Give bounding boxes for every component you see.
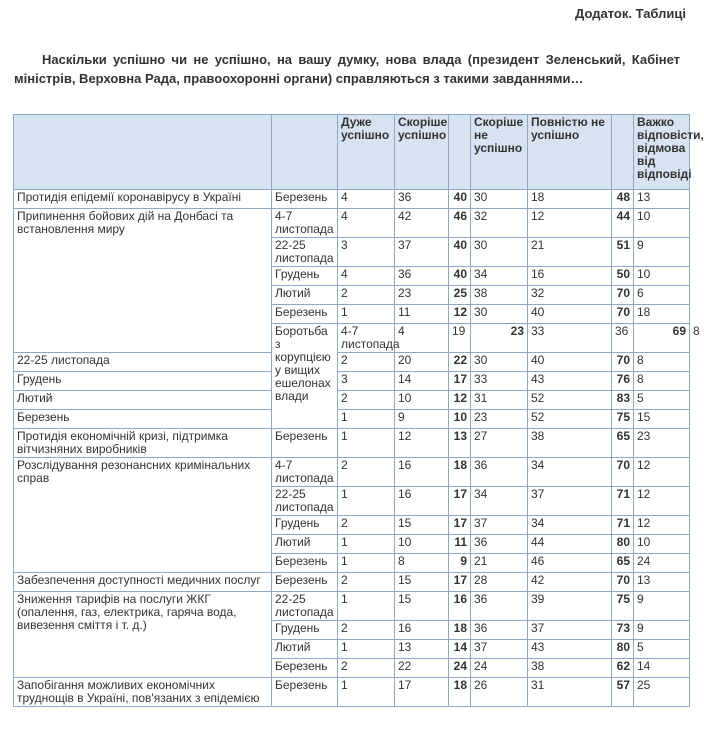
value-cell: 10	[634, 209, 690, 238]
value-cell: 18	[528, 190, 612, 209]
value-cell: 8	[395, 554, 449, 573]
value-cell: 30	[471, 190, 528, 209]
value-cell: 36	[471, 458, 528, 487]
value-cell: 34	[528, 516, 612, 535]
value-cell: 16	[395, 487, 449, 516]
total-value-cell: 71	[612, 516, 634, 535]
value-cell: 12	[395, 429, 449, 458]
total-value-cell: 83	[612, 391, 634, 410]
value-cell: 12	[528, 209, 612, 238]
total-value-cell: 18	[449, 678, 471, 707]
value-cell: 10	[395, 391, 449, 410]
total-value-cell: 80	[612, 640, 634, 659]
value-cell: 2	[338, 573, 395, 592]
value-cell: 1	[338, 592, 395, 621]
value-cell: 34	[471, 267, 528, 286]
period-cell: Березень	[272, 305, 338, 324]
value-cell: 27	[471, 429, 528, 458]
period-cell: Березень	[272, 659, 338, 678]
column-header	[449, 115, 471, 190]
table-row	[14, 678, 690, 707]
table-row	[14, 410, 690, 429]
value-cell: 9	[634, 621, 690, 640]
table-row	[14, 190, 690, 209]
value-cell: 3	[338, 238, 395, 267]
value-cell: 37	[528, 487, 612, 516]
value-cell: 36	[471, 592, 528, 621]
period-cell: Лютий	[272, 535, 338, 554]
value-cell: 12	[634, 487, 690, 516]
value-cell: 43	[528, 640, 612, 659]
value-cell: 40	[528, 305, 612, 324]
total-value-cell: 12	[449, 305, 471, 324]
value-cell: 2	[338, 458, 395, 487]
value-cell: 30	[471, 238, 528, 267]
total-value-cell: 70	[612, 353, 634, 372]
value-cell: 11	[395, 305, 449, 324]
total-value-cell: 40	[449, 238, 471, 267]
value-cell: 24	[634, 554, 690, 573]
value-cell: 14	[395, 372, 449, 391]
period-cell: Грудень	[272, 621, 338, 640]
table-row	[14, 429, 690, 458]
total-value-cell: 23	[471, 324, 528, 353]
value-cell: 32	[528, 286, 612, 305]
value-cell: 36	[395, 190, 449, 209]
value-cell: 9	[634, 592, 690, 621]
value-cell: 33	[471, 372, 528, 391]
value-cell: 36	[395, 267, 449, 286]
total-value-cell: 50	[612, 267, 634, 286]
value-cell: 16	[395, 621, 449, 640]
total-value-cell: 70	[612, 286, 634, 305]
total-value-cell: 76	[612, 372, 634, 391]
table-row: Боротьба з корупцією у вищих ешелонах влади 4-7 листопада 4 19 23 33 36 69 8	[14, 324, 690, 353]
total-value-cell: 17	[449, 516, 471, 535]
value-cell: 1	[338, 554, 395, 573]
period-cell: 4-7 листопада	[272, 209, 338, 238]
value-cell: 34	[471, 487, 528, 516]
value-cell: 4	[338, 209, 395, 238]
value-cell: 15	[395, 573, 449, 592]
period-cell: 22-25 листопада	[272, 592, 338, 621]
value-cell: 3	[338, 372, 395, 391]
value-cell: 30	[471, 305, 528, 324]
total-value-cell: 51	[612, 238, 634, 267]
value-cell: 21	[528, 238, 612, 267]
value-cell: 13	[634, 190, 690, 209]
value-cell: 16	[395, 458, 449, 487]
value-cell: 30	[471, 353, 528, 372]
table-row	[14, 592, 690, 621]
value-cell: 15	[634, 410, 690, 429]
total-value-cell: 16	[449, 592, 471, 621]
column-header: Дуже успішно	[338, 115, 395, 190]
task-cell: Забезпечення доступності медичних послуг	[14, 573, 272, 592]
table-row	[14, 353, 690, 372]
value-cell: 12	[634, 516, 690, 535]
value-cell: 36	[471, 535, 528, 554]
value-cell: 10	[634, 535, 690, 554]
period-cell: Лютий	[272, 286, 338, 305]
value-cell: 13	[395, 640, 449, 659]
total-value-cell: 44	[612, 209, 634, 238]
total-value-cell: 17	[449, 372, 471, 391]
value-cell: 2	[338, 516, 395, 535]
total-value-cell: 70	[612, 458, 634, 487]
task-cell: Боротьба з корупцією у вищих ешелонах влади	[272, 324, 338, 429]
value-cell: 9	[634, 238, 690, 267]
value-cell: 8	[634, 372, 690, 391]
value-cell: 6	[634, 286, 690, 305]
total-value-cell: 24	[449, 659, 471, 678]
period-cell: Березень	[272, 678, 338, 707]
period-cell: Березень	[14, 410, 272, 429]
period-cell: Грудень	[272, 267, 338, 286]
value-cell: 24	[471, 659, 528, 678]
column-header: Скоріше успішно	[395, 115, 449, 190]
task-cell: Розслідування резонансних кримінальних справ	[14, 458, 272, 573]
value-cell: 23	[395, 286, 449, 305]
total-value-cell: 57	[612, 678, 634, 707]
table-row	[14, 372, 690, 391]
value-cell: 52	[528, 391, 612, 410]
total-value-cell: 65	[612, 429, 634, 458]
table-row	[14, 209, 690, 238]
total-value-cell: 10	[449, 410, 471, 429]
total-value-cell: 69	[634, 324, 690, 353]
question-text	[14, 50, 680, 88]
total-value-cell: 11	[449, 535, 471, 554]
value-cell: 1	[338, 487, 395, 516]
value-cell: 2	[338, 286, 395, 305]
period-cell: Березень	[272, 573, 338, 592]
period-cell: Березень	[272, 429, 338, 458]
table-header-row	[14, 115, 690, 190]
total-value-cell: 71	[612, 487, 634, 516]
period-cell: 22-25 листопада	[14, 353, 272, 372]
total-value-cell: 65	[612, 554, 634, 573]
value-cell: 4	[395, 324, 449, 353]
value-cell: 5	[634, 391, 690, 410]
value-cell: 37	[471, 640, 528, 659]
total-value-cell: 80	[612, 535, 634, 554]
value-cell: 43	[528, 372, 612, 391]
value-cell: 19	[449, 324, 471, 353]
period-cell: 4-7 листопада	[272, 458, 338, 487]
total-value-cell: 18	[449, 458, 471, 487]
value-cell: 26	[471, 678, 528, 707]
value-cell: 38	[471, 286, 528, 305]
period-cell: 22-25 листопада	[272, 487, 338, 516]
column-header	[612, 115, 634, 190]
column-header: Повністю не успішно	[528, 115, 612, 190]
results-table	[13, 114, 704, 707]
period-cell: 4-7 листопада	[338, 324, 395, 353]
value-cell: 4	[338, 267, 395, 286]
total-value-cell: 40	[449, 267, 471, 286]
value-cell: 2	[338, 391, 395, 410]
column-header: Важко відповісти, відмова від відповіді	[634, 115, 690, 190]
value-cell: 31	[528, 678, 612, 707]
value-cell: 37	[528, 621, 612, 640]
table-row	[14, 391, 690, 410]
value-cell: 40	[528, 353, 612, 372]
total-value-cell: 70	[612, 305, 634, 324]
value-cell: 2	[338, 621, 395, 640]
value-cell: 22	[395, 659, 449, 678]
task-cell: Припинення бойових дій на Донбасі та встановлення миру	[14, 209, 272, 353]
value-cell: 42	[395, 209, 449, 238]
value-cell: 20	[395, 353, 449, 372]
value-cell: 2	[338, 659, 395, 678]
value-cell: 21	[471, 554, 528, 573]
total-value-cell: 17	[449, 573, 471, 592]
value-cell: 12	[634, 458, 690, 487]
total-value-cell: 9	[449, 554, 471, 573]
value-cell: 28	[471, 573, 528, 592]
value-cell: 37	[395, 238, 449, 267]
table-row	[14, 458, 690, 487]
value-cell: 10	[634, 267, 690, 286]
value-cell: 31	[471, 391, 528, 410]
total-value-cell: 14	[449, 640, 471, 659]
task-cell: Протидія епідемії коронавірусу в Україні	[14, 190, 272, 209]
value-cell: 15	[395, 592, 449, 621]
value-cell: 38	[528, 429, 612, 458]
value-cell: 14	[634, 659, 690, 678]
total-value-cell: 70	[612, 573, 634, 592]
value-cell: 9	[395, 410, 449, 429]
total-value-cell: 75	[612, 592, 634, 621]
value-cell: 25	[634, 678, 690, 707]
total-value-cell: 48	[612, 190, 634, 209]
value-cell: 44	[528, 535, 612, 554]
period-cell: Березень	[272, 554, 338, 573]
value-cell: 2	[338, 353, 395, 372]
period-cell: Грудень	[272, 516, 338, 535]
task-cell: Протидія економічній кризі, підтримка вітчизняних виробників	[14, 429, 272, 458]
value-cell: 52	[528, 410, 612, 429]
value-cell: 36	[612, 324, 634, 353]
total-value-cell: 40	[449, 190, 471, 209]
period-cell: Березень	[272, 190, 338, 209]
value-cell: 1	[338, 640, 395, 659]
value-cell: 32	[471, 209, 528, 238]
value-cell: 4	[338, 190, 395, 209]
value-cell: 1	[338, 410, 395, 429]
value-cell: 1	[338, 429, 395, 458]
value-cell: 37	[471, 516, 528, 535]
total-value-cell: 18	[449, 621, 471, 640]
value-cell: 42	[528, 573, 612, 592]
value-cell: 34	[528, 458, 612, 487]
value-cell: 38	[528, 659, 612, 678]
total-value-cell: 75	[612, 410, 634, 429]
value-cell: 46	[528, 554, 612, 573]
value-cell: 17	[395, 678, 449, 707]
total-value-cell: 62	[612, 659, 634, 678]
table-body	[14, 190, 700, 707]
total-value-cell: 73	[612, 621, 634, 640]
question-label: Наскільки успішно чи не успішно, на вашу думку, нова влада (президент Зеленський, Кабінет міністрів, Верховна Рада, правоохоронні органи) справляються з такими завданнями…	[14, 52, 680, 86]
total-value-cell: 25	[449, 286, 471, 305]
task-cell: Зниження тарифів на послуги ЖКГ (опалення, газ, електрика, гаряча вода, вивезення сміття і т. д.)	[14, 592, 272, 678]
table-row	[14, 573, 690, 592]
total-value-cell: 17	[449, 487, 471, 516]
column-header	[14, 115, 272, 190]
column-header: Скоріше не успішно	[471, 115, 528, 190]
value-cell: 5	[634, 640, 690, 659]
value-cell: 10	[395, 535, 449, 554]
period-cell: 22-25 листопада	[272, 238, 338, 267]
period-cell: Грудень	[14, 372, 272, 391]
value-cell: 33	[528, 324, 612, 353]
value-cell: 1	[338, 535, 395, 554]
period-cell: Лютий	[272, 640, 338, 659]
value-cell: 23	[634, 429, 690, 458]
total-value-cell: 12	[449, 391, 471, 410]
value-cell: 1	[338, 678, 395, 707]
value-cell: 39	[528, 592, 612, 621]
value-cell: 13	[634, 573, 690, 592]
total-value-cell: 46	[449, 209, 471, 238]
total-value-cell: 22	[449, 353, 471, 372]
column-header	[272, 115, 338, 190]
value-cell: 15	[395, 516, 449, 535]
value-cell: 23	[471, 410, 528, 429]
value-cell: 18	[634, 305, 690, 324]
value-cell: 36	[471, 621, 528, 640]
appendix-heading: Додаток. Таблиці	[575, 6, 686, 21]
total-value-cell: 13	[449, 429, 471, 458]
value-cell: 8	[634, 353, 690, 372]
task-cell: Запобігання можливих економічних труднощів в Україні, пов'язаних з епідемією	[14, 678, 272, 707]
value-cell: 1	[338, 305, 395, 324]
value-cell: 16	[528, 267, 612, 286]
period-cell: Лютий	[14, 391, 272, 410]
